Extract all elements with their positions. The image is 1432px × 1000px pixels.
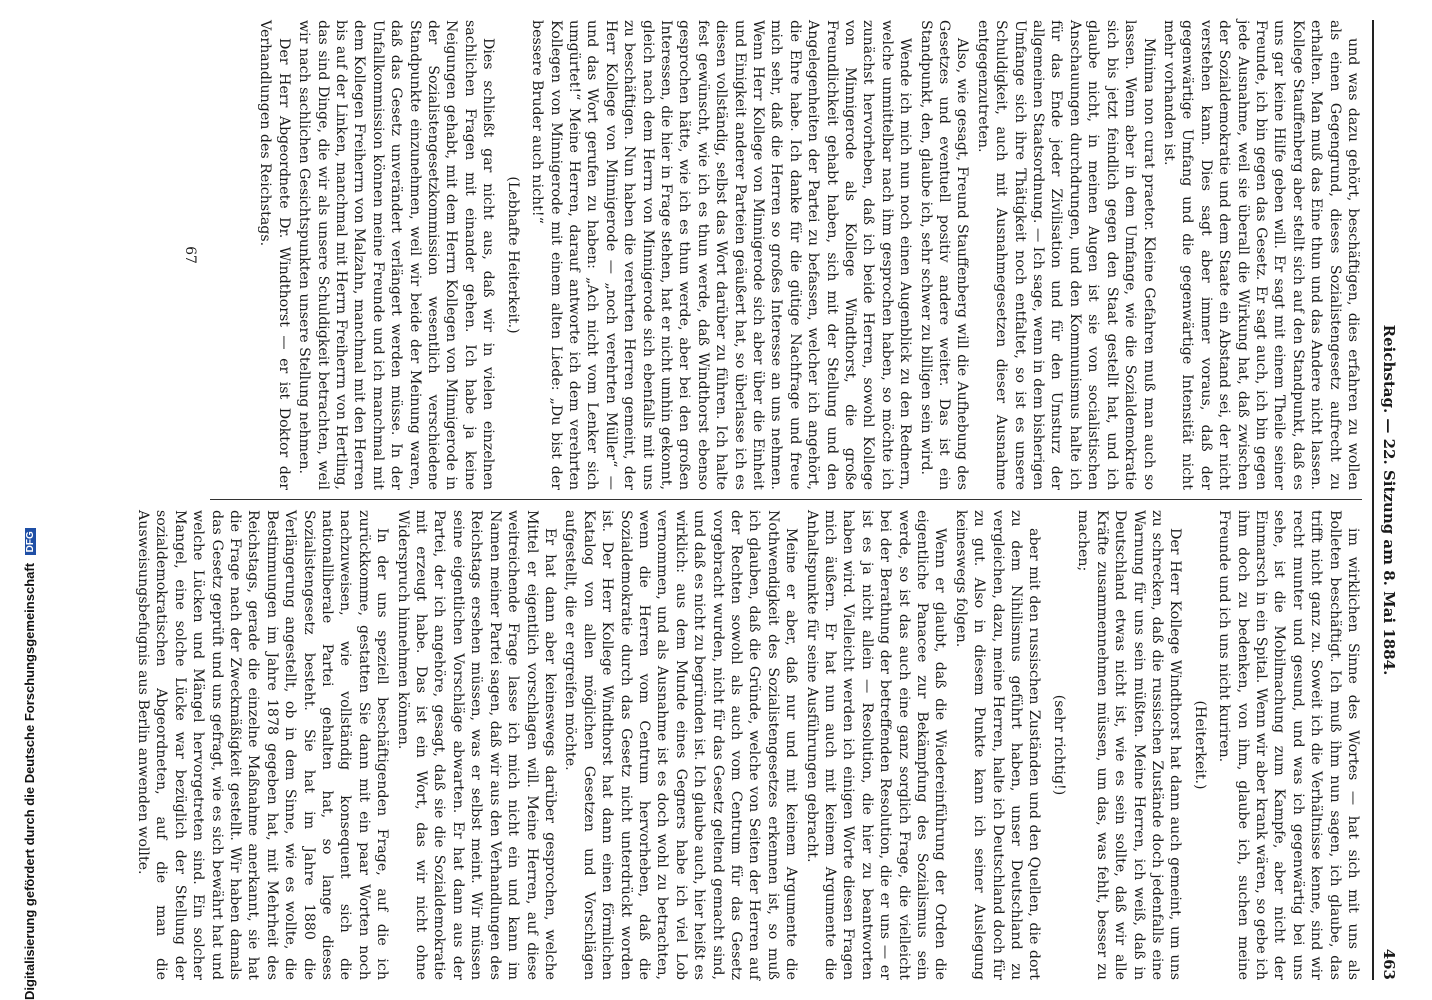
paragraph: Der Herr Abgeordnete Dr. Windthorst — er ist Doktor der Verhandlungen des Reichstags. — [257, 20, 292, 490]
paragraph: Minima non curat praetor. Kleine Gefahren muß man auch so lassen. Wenn aber in dem Umfange, wie die Sozialdemokratie sich bis jetzt feindlich gegen den Staat gestellt hat, und ich glaube nicht, in meinen Augen ist sie von socialistischen Anschauungen durchdrungen, und den Kommunismus halte ich für das Ende jeder Zivilisation und für den Umsturz der allgemeinen Staatsordnung. — Ich sage, wenn in dem bisherigen Umfange sich ihre Thätigkeit noch entfaltet, so ist es unsere Schuldigkeit, auch mit Ausnahmegesetzen dieser Ausnahme entgegenzutreten. — [974, 20, 1157, 490]
stage-direction: (sehr richtig!) — [1050, 694, 1067, 796]
dfg-logo: DFG — [25, 528, 36, 555]
column-divider — [210, 499, 1362, 500]
paragraph: Wende ich mich nun noch einen Augenblick zu den Rednern, welche unmittelbar nach ihm gesprochen haben, so möchte ich zunächst hervorheben, daß ich beide Herren, sowohl Kollege von Minnigerode als Kollege Windthorst, die große Freundlichkeit gehabt haben, sich mit der Stellung und den Angelegenheiten der Partei zu befassen, welcher ich angehört, die Ehre habe. Ich danke für die gütige Nachfrage und freue mich sehr, daß die Herren so großes Interesse an uns nehmen. Wenn Herr Kollege von Minnigerode sich aber über die Einheit und Einigkeit anderer Parteien geäußert hat, so überlasse ich es diesen vollständig, selbst das Wort darüber zu führen. Ich halte fest gewünscht, wie ich es thun werde, daß Windthorst ebenso gesprochen hätte, wie ich es thun werde, aber bei den großen Interessen, die hier in Frage stehen, hat er nicht umhin gekonnt, gleich nach dem Herrn von Minnigerode sich ebenfalls mit uns zu beschäftigen. Nun haben die verehrten Herren gemeint, der Herr Kollege von Minnigerode — „noch verehrten Müller“ — und das Wort gerufen zu haben: „Ach nicht vom Lenker sich umgürtet!“ Meine Herren, darauf antworte ich dem verehrten Kollegen von Minnigerode mit einem alten Liede: „Du bist der bessere Bruder auch nicht!“ — [529, 20, 914, 490]
paragraph: Dies schließt gar nicht aus, daß wir in vielen einzelnen sachlichen Fragen mit einander gehen. Ich habe ja keine Neigungen gehabt, mit dem Herrn Kollegen von Minnigerode in der Sozialistengesetzkommission wesentlich verschiedene Standpunkte einzunehmen, weil wir beide der Meinung waren, daß das Gesetz unverändert verlängert werden müsse. In der Unfallkommission können meine Freunde und ich manchmal mit dem Kollegen Freiherrn von Malzahn, manchmal mit den Herren bis auf der Linken, manchmal mit Herrn Freiherrn von Hertling, das sind Dinge, die wir als unsere Schuldigkeit betrachten, weil wir nach sachlichen Gesichtspunkten unsere Stellung nehmen. — [296, 20, 497, 490]
paragraph: Also, wie gesagt, Freund Stauffenberg will die Aufhebung des Gesetzes und eventuell positiv andere weiter. Das ist ein Standpunkt, den, glaube ich, sehr schwer zu billigen sein wird. — [917, 20, 971, 490]
right-column — [135, 510, 1362, 980]
stage-direction: (Heiterkeit.) — [1191, 700, 1208, 790]
paragraph: In der uns speziell beschäftigenden Frage, auf die ich zurückkomme, gestatten Sie dann mit ein paar Worten noch nachzuweisen, wie vollständig konsequent sich die nationalliberale Partei gehalten hat, so lange dieses Sozialistengesetz besteht. Sie hat im Jahre 1880 die Verlängerung angestellt, ob in dem Sinne, wie es wollte, die Bestimmungen im Jahre 1878 gegeben hat, mit Mehrheit des Reichstags, gerade die einzelne Maßnahme anerkannt, sie hat die Frage nach der Zweckmäßigkeit gestellt. Wir haben damals das Gesetz geprüft und uns gefragt, wie es sich bewährt hat und welche Lücken und Mängel hervorgetreten sind. Ein solcher Mangel, eine solche Lücke war bezüglich der Stellung der sozialdemokratischen Abgeordneten, auf die man die Ausweisungsbefugnis aus Berlin anwenden wollte. — [135, 510, 391, 980]
paragraph: Meine er aber, daß nur und mit keinem Argumente die Nothwendigkeit des Sozialistengesetzes erkennen ist, so muß ich glauben, daß die Gründe, welche von Seiten der Herren auf der Rechten sowohl als auch vom Centrum für das Gesetz vorgebracht wurden, nicht für das Gesetz geltend gemacht sind, und daß es nicht zu begründen ist. Ich glaube auch, hier heißt es wirklich: aus dem Munde eines Gegners habe ich viel Lob vernommen, und als Ausnahme ist es doch wohl zu betrachten, wenn die Herren vom Centrum hervorheben, daß die Sozialdemokratie durch das Gesetz nicht unterdrückt worden ist. Der Herr Kollege Windthorst hat dann einen förmlichen Katalog von allen möglichen Gesetzen und Vorschlägen aufgestellt, die er ergreifen möchte. — [562, 510, 800, 980]
page-content — [135, 20, 1402, 980]
rotated-page — [135, 20, 1402, 980]
page-number: 463 — [1380, 948, 1398, 980]
digitization-credit — [2, 0, 37, 1000]
footer-number: 67 — [182, 246, 198, 264]
paragraph: und was dazu gehört, beschäftigen, dies erfahren zu wollen als einen Gegengrund, dieses Sozialistengesetz aufrecht zu erhalten. Man muß das Eine thun und das Andere nicht lassen. Kollege Stauffenberg aber stellt sich auf den Standpunkt, daß es uns gar keine Hilfe geben will. Er sagt mit einem Theile seiner Freunde, ich bin gegen das Gesetz. Er sagt auch, ich bin gegen jede Ausnahme, weil sie überall die Wirkung hat, daß zwischen der Sozialdemokratie und dem Staate ein Abstand sei, der nicht verstehen kann. Dies sagt aber immer voraus, daß der gegenwärtige Umfang und die gegenwärtige Intensität nicht mehr vorhanden ist. — [1160, 20, 1361, 490]
paragraph: Wenn er glaubt, daß die Wiedereinführung der Orden die eigentliche Panacee zur Bekämpfung des Sozialismus sein werde, so ist das auch eine ganz sorglich Frage, die vielleicht bei der Berathung der betreffenden Resolution, die er uns — er ist es ja nicht allein — Resolution, die hier zu beantworten haben wird. Vielleicht werden ich einigen Worte diesen Fragen mich äußern. Er hat nun auch mit keinem Argumente die Anhaltspunkte für seine Ausführungen gebracht. — [803, 510, 949, 980]
paragraph: im wirklichen Sinne des Wortes — hat sich mit uns als Bolleten beschäftigt. Ich muß ihm nun sagen, ich glaube, das trifft nicht ganz zu. Soweit ich die Verhältnisse kenne, sind wir recht munter und gesund, und was ich gegenwärtig bei uns sehe, ist die Mobilmachung zum Kampfe, aber nicht der Einmarsch in ein Spital. Wenn wir aber krank wären, so gebe ich ihm doch zu bedenken, von ihm, glaube ich, suchen meine Freunde und ich uns nicht kuriren. — [1216, 510, 1361, 980]
running-head-title: Reichstag. — 22. Sitzung am 8. Mai 1884. — [1380, 324, 1398, 676]
paragraph: Er hat dann aber keineswegs darüber gesprochen, welche Mittel er eigentlich vorschlagen will. Meine Herren, auf diese weitreichende Frage lasse ich mich nicht ein und kann im Namen meiner Partei sagen, daß wir aus den Verhandlungen des Reichstags ersehen müssen, was er selbst meint. Wir müssen seine eigentlichen Vorschläge abwarten. Er hat dann aus der Partei, der ich angehöre, gesagt, daß sie die Sozialdemokratie mit erzeugt habe. Das ist ein Wort, das wir nicht ohne Widerspruch hinnehmen können. — [394, 510, 558, 980]
paragraph: Der Herr Kollege Windthorst hat dann auch gemeint, um uns zu schrecken, daß die russischen Zustände doch jedenfalls eine Warnung für uns sein müßten. Meine Herren, ich weiß, daß in Deutschland etwas nicht ist, wie es sein sollte, daß wir alle Kräfte zusammennehmen müssen, um das, was fehlt, besser zu machen; — [1075, 510, 1184, 980]
stage-direction: (Lebhafte Heiterkeit.) — [504, 176, 521, 334]
credit-text: Digitalisierung gefördert durch die Deutsche Forschungsgemeinschaft — [22, 562, 37, 1000]
paragraph: aber mit den russischen Zuständen und den Quellen, die dort zu dem Nihilismus geführt haben, unser Deutschland zu vergleichen, dazu, meine Herren, halte ich Deutschland doch für zu gut. Also in diesem Punkte kann ich seiner Auslegung keineswegs folgen. — [952, 510, 1043, 980]
running-head — [1372, 20, 1402, 980]
left-column — [210, 20, 1362, 490]
